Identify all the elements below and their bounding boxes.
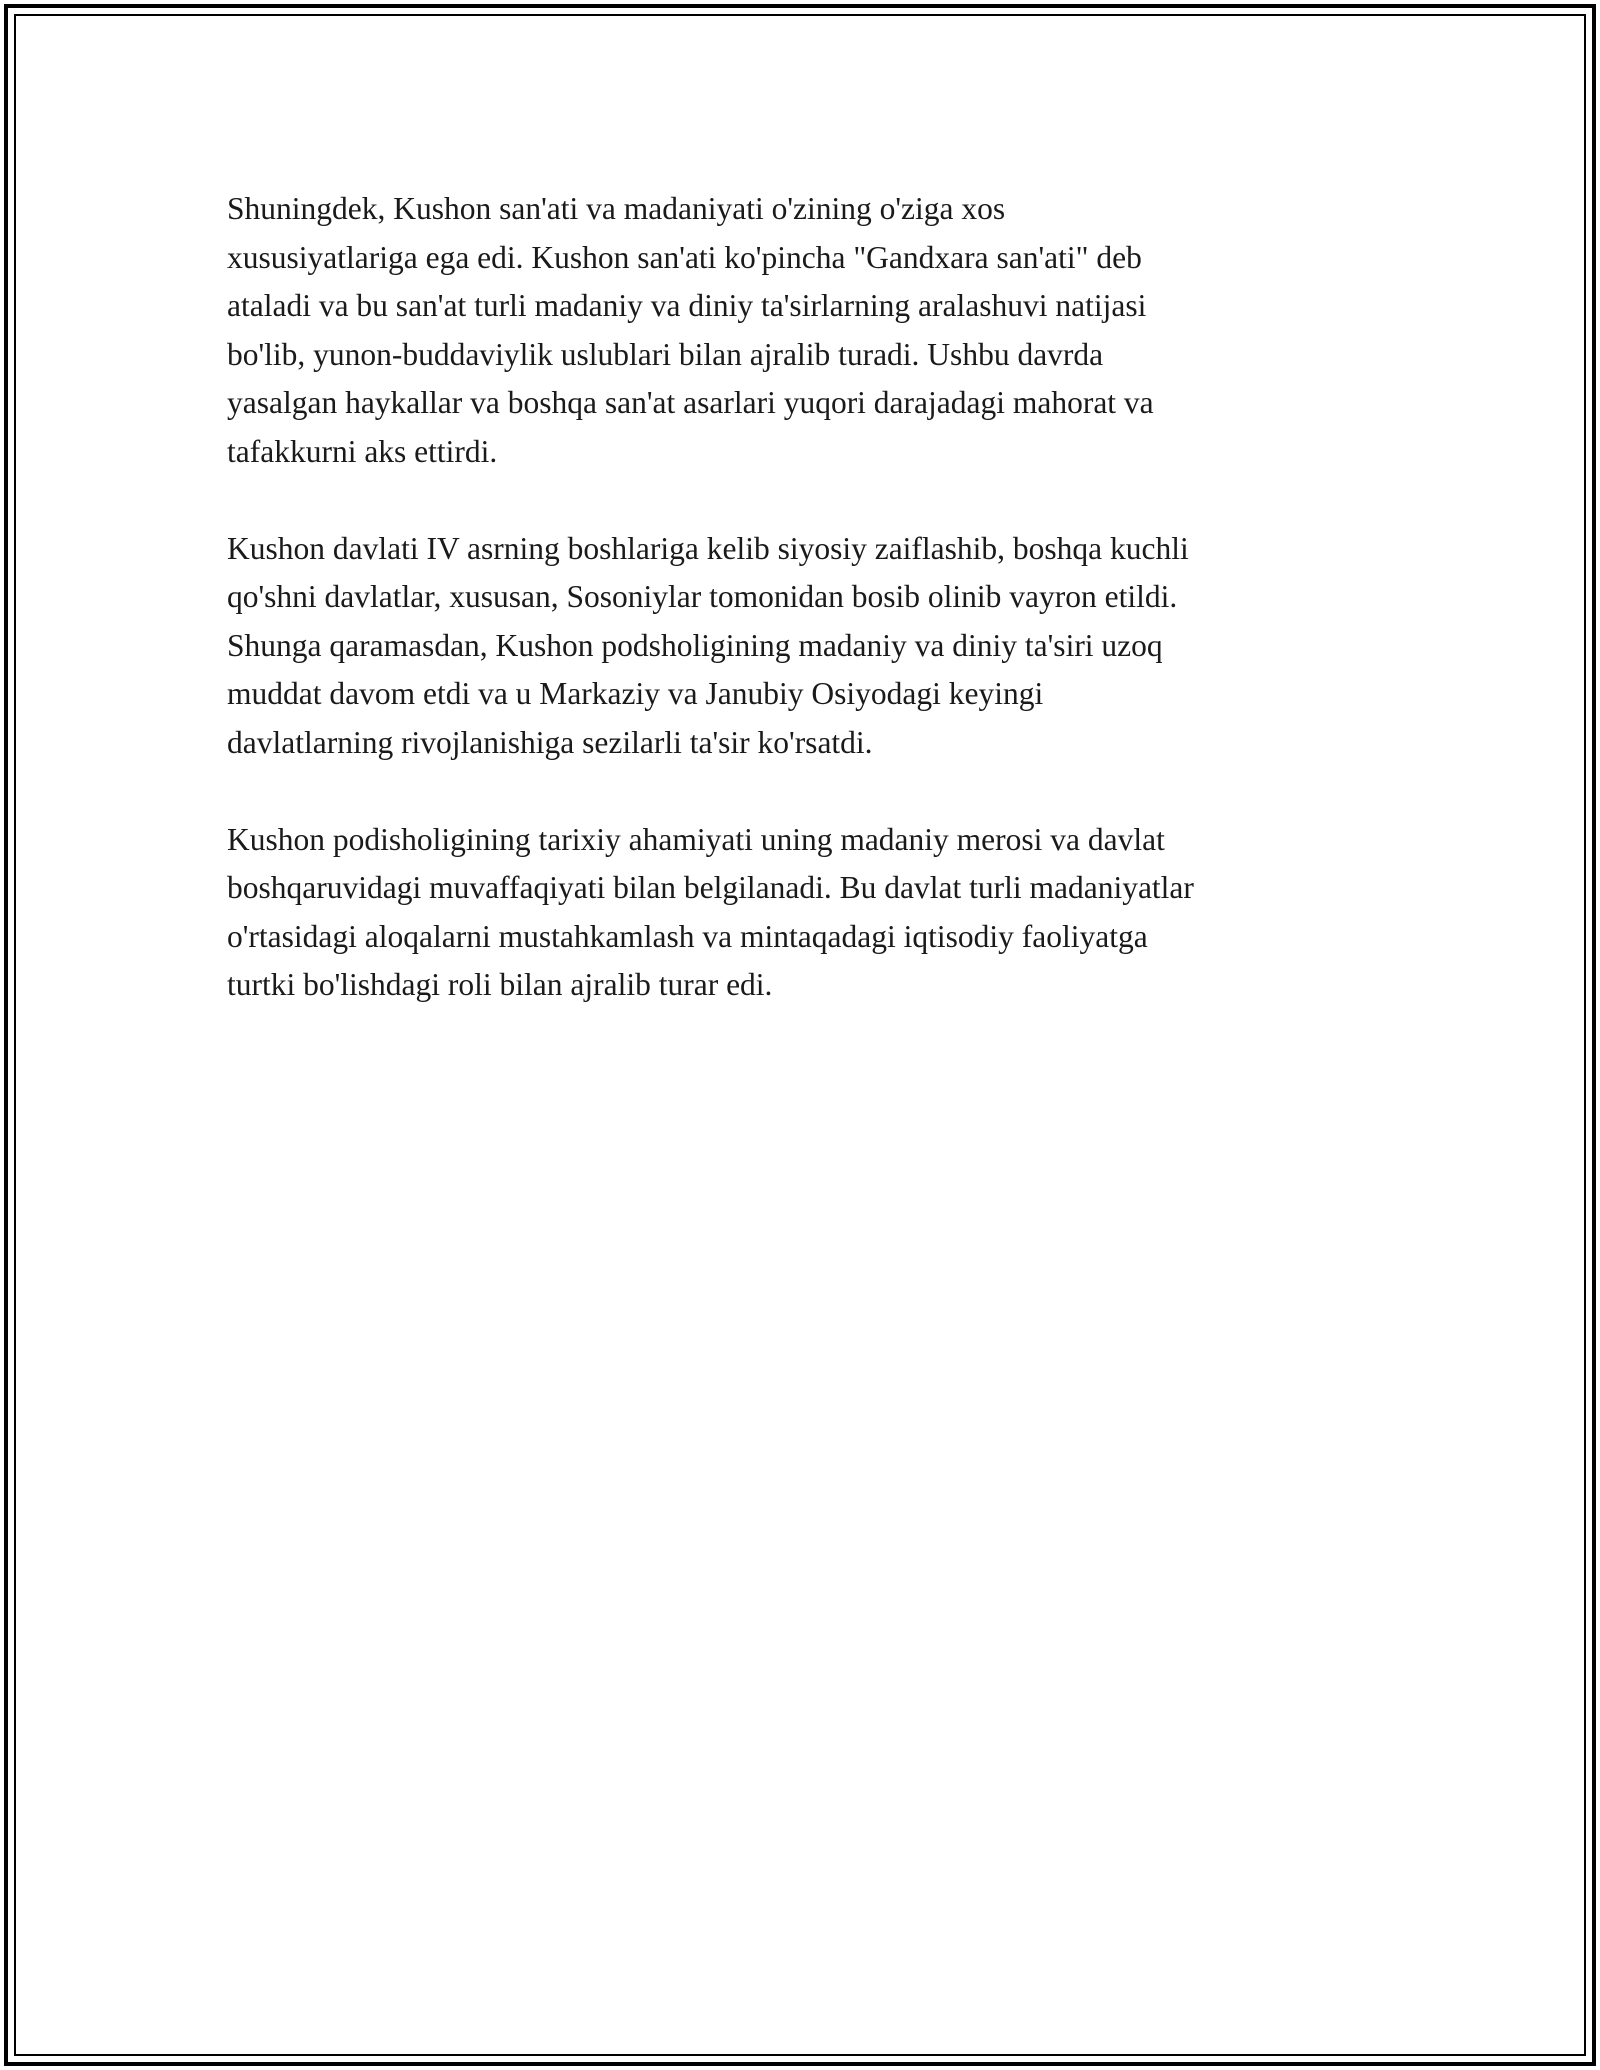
text-line: ataladi va bu san'at turli madaniy va diniy ta'sirlarning aralashuvi natijasi — [227, 288, 1147, 323]
paragraph-3 — [227, 816, 1377, 1010]
text-line: Shunga qaramasdan, Kushon podsholigining madaniy va diniy ta'siri uzoq — [227, 627, 1163, 663]
text-line: turtki bo'lishdagi roli bilan ajralib turar edi. — [227, 967, 773, 1002]
text-line: Shuningdek, Kushon san'ati va madaniyati o'zining o'ziga xos — [227, 191, 1006, 226]
text-line: xususiyatlariga ega edi. Kushon san'ati ko'pincha "Gandxara san'ati" deb — [227, 239, 1142, 275]
paragraph-2 — [227, 525, 1377, 768]
text-line: o'rtasidagi aloqalarni mustahkamlash va mintaqadagi iqtisodiy faoliyatga — [227, 918, 1148, 954]
text-line: Kushon podisholigining tarixiy ahamiyati uning madaniy merosi va davlat — [227, 821, 1165, 857]
text-line: boshqaruvidagi muvaffaqiyati bilan belgilanadi. Bu davlat turli madaniyatlar — [227, 870, 1194, 905]
text-line: yasalgan haykallar va boshqa san'at asarlari yuqori darajadagi mahorat va — [227, 385, 1154, 420]
text-line: muddat davom etdi va u Markaziy va Janubiy Osiyodagi keyingi — [227, 676, 1044, 711]
text-line: Kushon davlati IV asrning boshlariga kelib siyosiy zaiflashib, boshqa kuchli — [227, 530, 1189, 566]
text-line: tafakkurni aks ettirdi. — [227, 433, 498, 469]
text-line: bo'lib, yunon-buddaviylik uslublari bilan ajralib turadi. Ushbu davrda — [227, 336, 1104, 372]
text-line: qo'shni davlatlar, xususan, Sosoniylar tomonidan bosib olinib vayron etildi. — [227, 579, 1178, 614]
paragraph-1 — [227, 185, 1377, 476]
document-body — [227, 185, 1377, 1058]
text-line: davlatlarning rivojlanishiga sezilarli ta'sir ko'rsatdi. — [227, 724, 873, 760]
